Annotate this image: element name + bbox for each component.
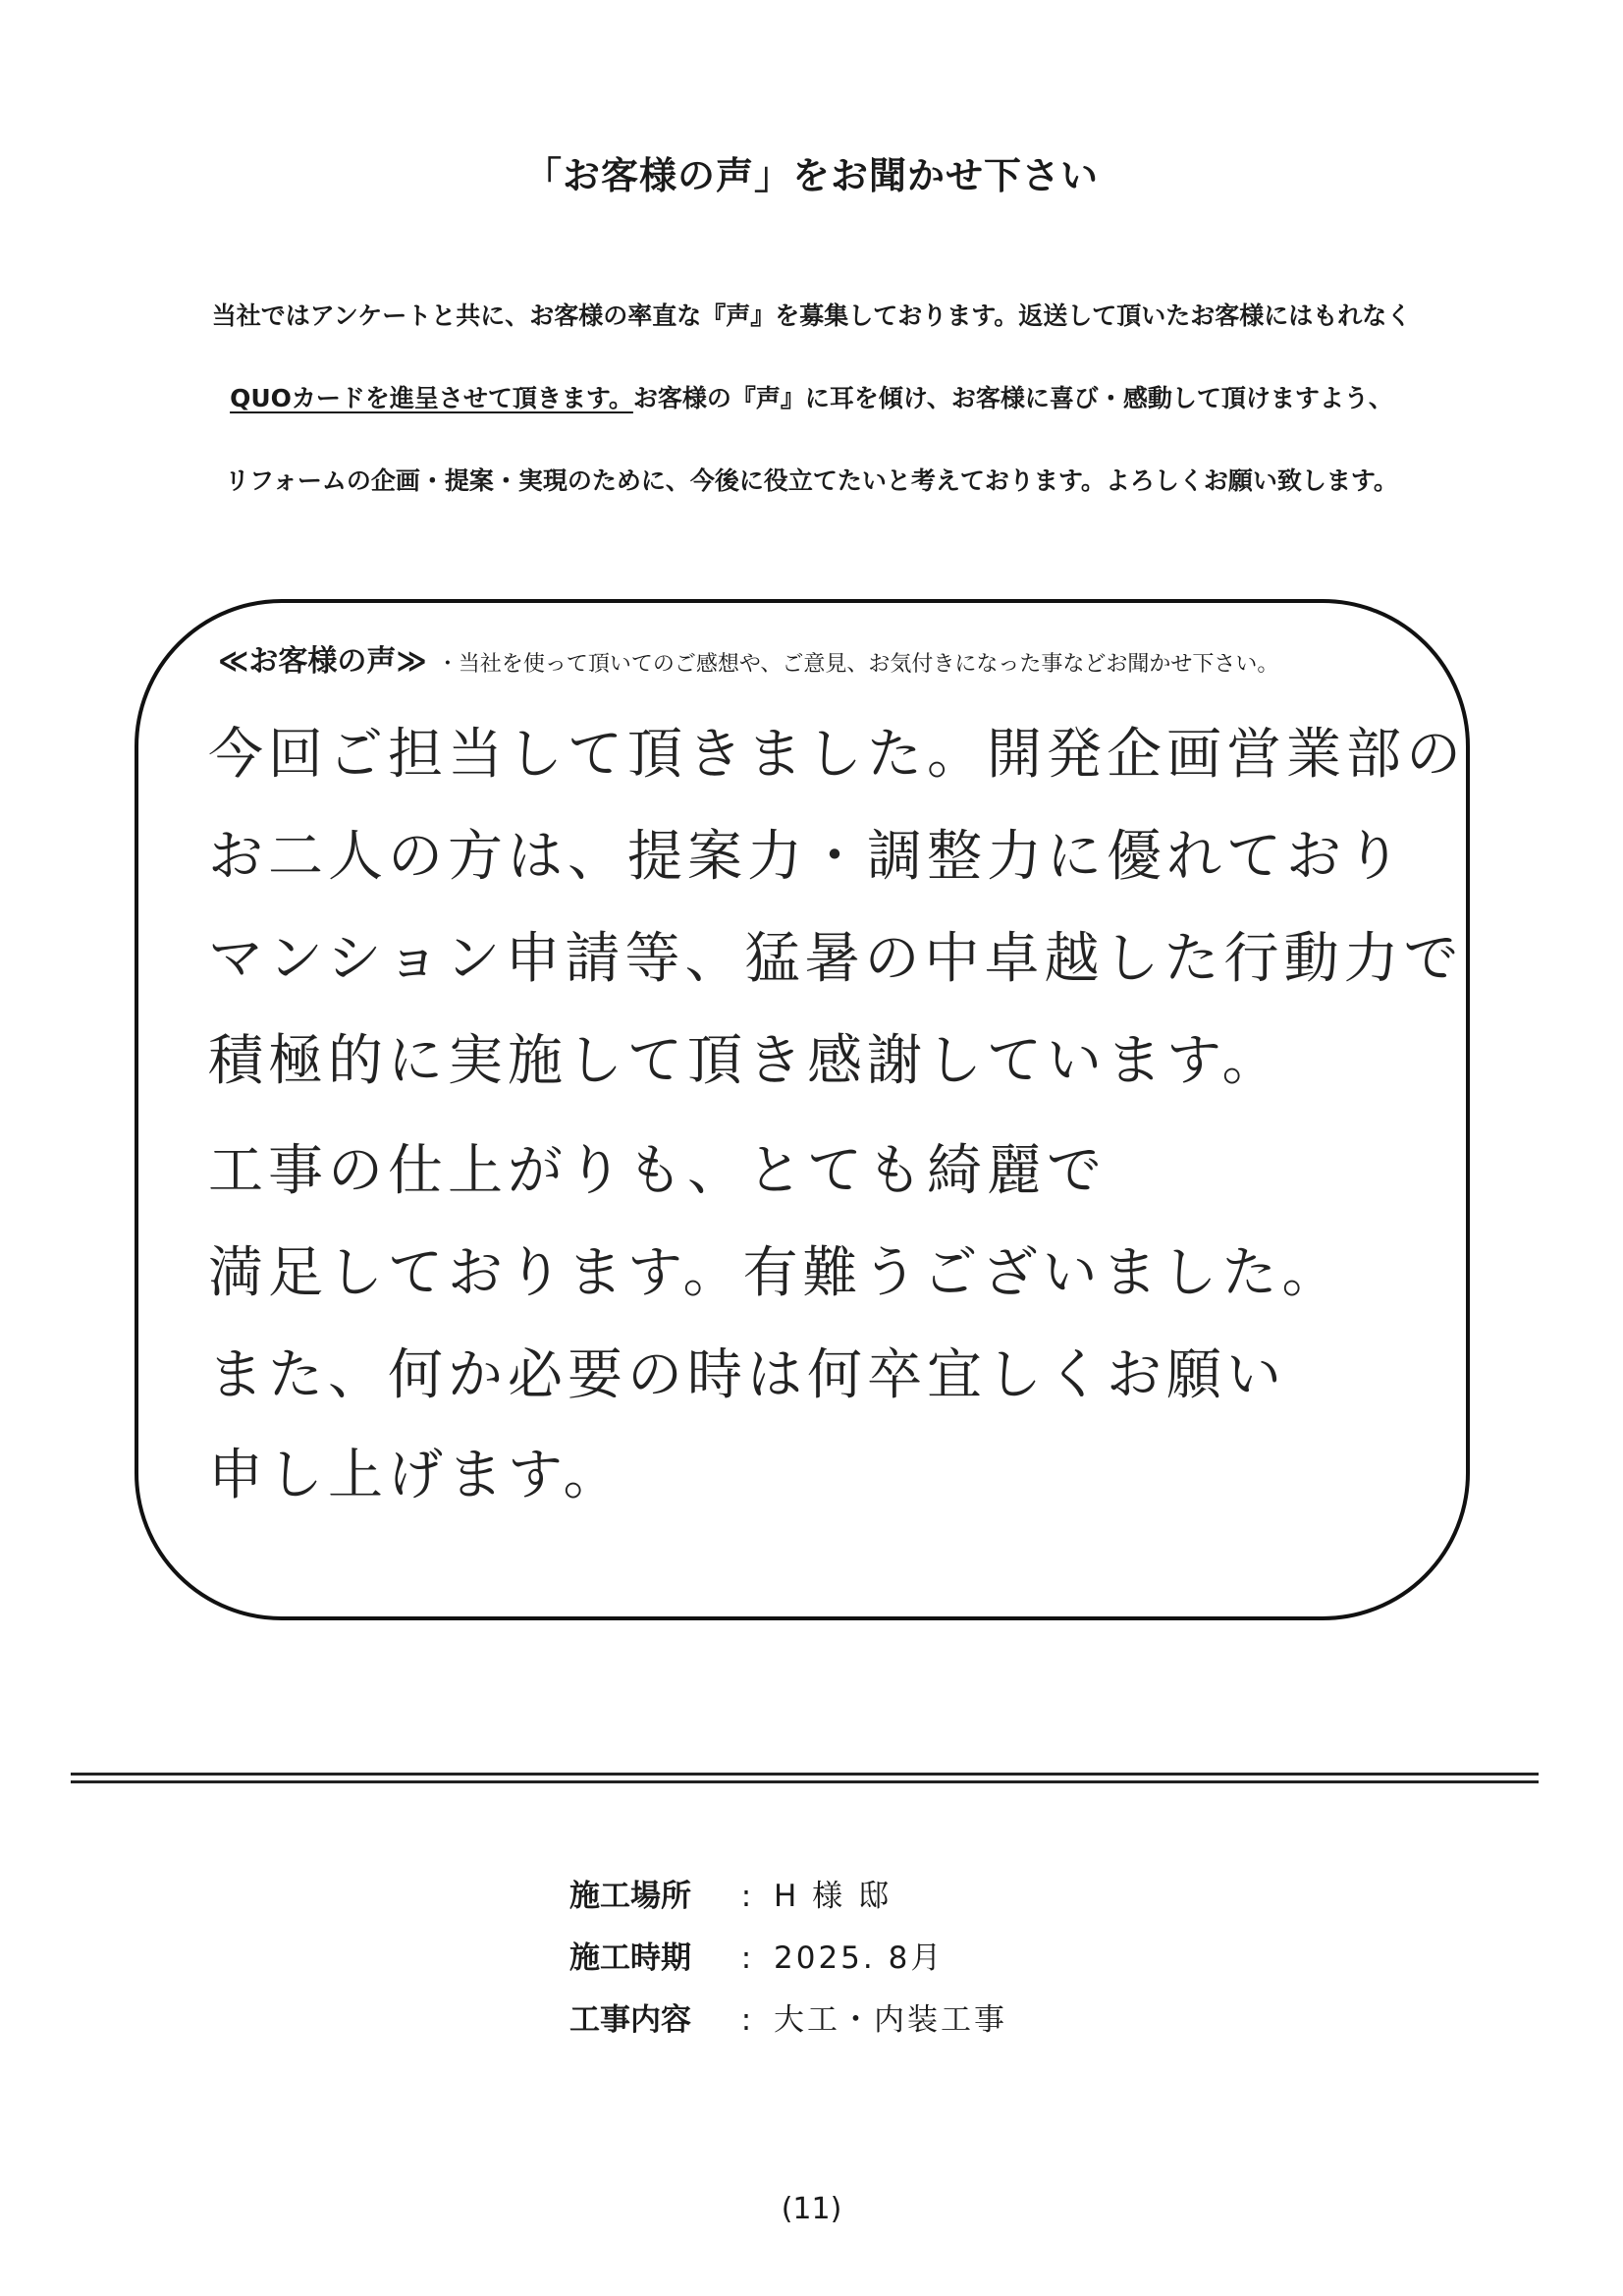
- handwritten-line: マンション申請等、猛暑の中卓越した行動力で: [208, 927, 1464, 991]
- intro-line-2-rest: お客様の『声』に耳を傾け、お客様に喜び・感動して頂けますよう、: [632, 384, 1393, 412]
- handwritten-line: 満足しております。有難うございました。: [208, 1241, 1342, 1305]
- divider-line: [71, 1780, 1539, 1783]
- intro-line-1: 当社ではアンケートと共に、お客様の率直な『声』を募集しております。返送して頂いたお客様にはもれなく: [211, 301, 1412, 330]
- handwritten-line: また、何か必要の時は何卒宜しくお願い: [208, 1343, 1286, 1407]
- info-row-period: [569, 1933, 944, 1977]
- handwritten-line: お二人の方は、提案力・調整力に優れており: [208, 825, 1406, 889]
- page-number: (11): [781, 2192, 842, 2226]
- handwritten-line: 今回ご担当して頂きました。開発企画営業部の: [208, 723, 1466, 787]
- info-row-work: [569, 1995, 1007, 2039]
- voice-box-prompt: ・当社を使って頂いてのご感想や、ご意見、お気付きになった事などお聞かせ下さい。: [436, 652, 1279, 677]
- separator: :: [740, 1879, 752, 1914]
- location-label: 施工場所: [569, 1879, 691, 1914]
- period-value: 2025. 8月: [774, 1941, 945, 1976]
- location-value: H 様 邸: [774, 1879, 893, 1914]
- work-label: 工事内容: [569, 2002, 691, 2038]
- intro-underlined-text: QUOカードを進呈させて頂きます。: [230, 384, 633, 412]
- voice-box-label: ≪お客様の声≫: [218, 644, 427, 679]
- separator: :: [740, 2002, 752, 2038]
- page-title: 「お客様の声」をお聞かせ下さい: [523, 154, 1099, 197]
- divider-line: [71, 1773, 1539, 1776]
- voice-box-header: [218, 636, 1278, 680]
- intro-line-3: リフォームの企画・提案・実現のために、今後に役立てたいと考えております。よろしくお願い致します。: [225, 466, 1398, 495]
- handwritten-line: 工事の仕上がりも、とても綺麗で: [208, 1139, 1107, 1203]
- period-label: 施工時期: [569, 1941, 691, 1976]
- handwritten-line: 積極的に実施して頂き感謝しています。: [208, 1029, 1282, 1093]
- work-value: 大工・内装工事: [774, 2002, 1007, 2038]
- separator: :: [740, 1941, 752, 1976]
- intro-line-2: [0, 379, 1623, 414]
- info-row-location: [569, 1871, 892, 1915]
- handwritten-line: 申し上げます。: [208, 1444, 623, 1507]
